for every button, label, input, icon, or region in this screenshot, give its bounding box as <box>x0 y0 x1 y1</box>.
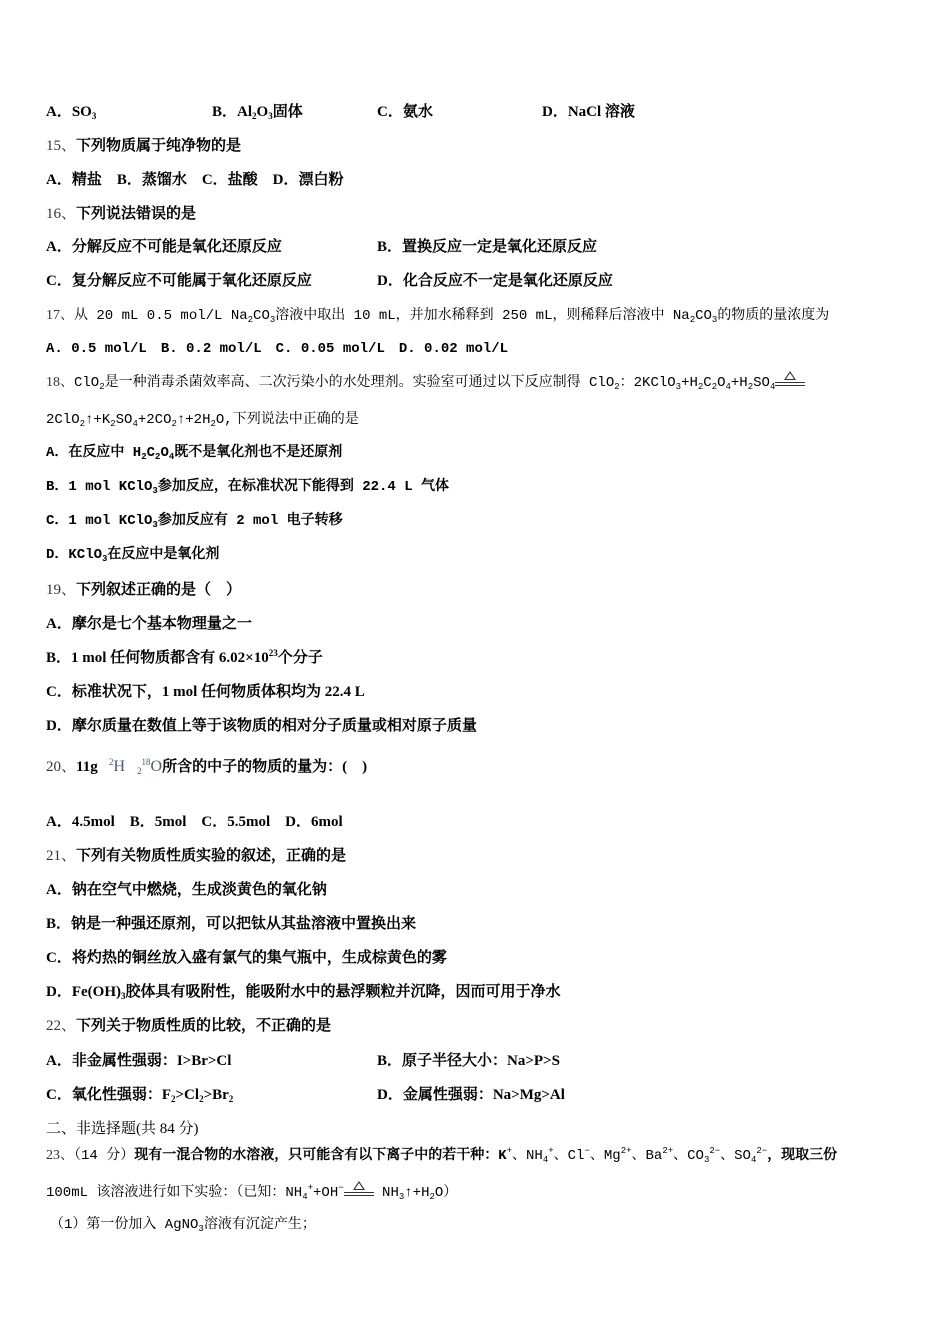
section-title-non-multiple-choice: 二、非选择题(共 84 分) <box>46 1121 199 1137</box>
q18-stem-line1: 18、ClO$_2$是一种消毒杀菌效率高、二次污染小的水处理剂。实验室可通过以下反应制得 ClO$_2$：$2KClO_3+H_2C_2O_4+H_2SO_4$ <box>46 373 805 393</box>
q14-option-d: D．NaCl 溶液 <box>542 104 635 120</box>
q14-option-a: A．$SO_3$ <box>46 104 97 121</box>
q22-option-c: C．氧化性强弱：$F_2>Cl_2>Br_2$ <box>46 1087 234 1104</box>
q18-option-b: B．1 mol KClO$_3$参加反应，在标准状况下能得到 22.4 L 气体 <box>46 479 450 496</box>
q16-option-b: B．置换反应一定是氧化还原反应 <box>377 239 598 255</box>
q23-stem-line2: 100mL 该溶液进行如下实验：（已知：$NH_4^++OH^-$ $NH_3↑+H_2O$） <box>46 1183 458 1202</box>
q17-stem: 17、从 20 mL 0.5 mol/L $Na_2CO_3$溶液中取出 10 mL，并加水稀释到 250 mL，则稀释后溶液中 $Na_2CO_3$的物质的量浓度为 <box>46 308 830 325</box>
q16-stem: 16、下列说法错误的是 <box>46 206 197 222</box>
q22-stem: 22、下列关于物质性质的比较，不正确的是 <box>46 1018 332 1034</box>
q21-option-b: B．钠是一种强还原剂，可以把钛从其盐溶液中置换出来 <box>46 916 417 932</box>
q18-option-c: C．1 mol KClO$_3$参加反应有 2 mol 电子转移 <box>46 513 343 530</box>
q16-option-c: C．复分解反应不可能属于氧化还原反应 <box>46 273 312 289</box>
q22-option-b: B．原子半径大小：Na>P>S <box>377 1053 560 1069</box>
q23-step-1: （1）第一份加入 AgNO$_3$溶液有沉淀产生； <box>50 1217 316 1234</box>
q18-stem-line2: $2ClO_2↑+K_2SO_4+2CO_2↑+2H_2O$,下列说法中正确的是 <box>46 412 359 429</box>
q23-stem-line1: 23、（14 分）现有一混合物的水溶液，只可能含有以下离子中的若干种：K+、$NH_4^+$、Cl−、$Mg^{2+}$、$Ba^{2+}$、$CO_3^{2-}$、$SO_4^{2-}$，现取三份 <box>46 1146 838 1165</box>
heating-condition-icon <box>344 1185 374 1199</box>
q20-stem: 20、11g $^2$H $_2^{18}$O所含的中子的物质的量为：( ) <box>46 757 368 776</box>
q19-stem: 19、下列叙述正确的是（ ） <box>46 582 242 598</box>
q18-option-a: A．在反应中 $H_2C_2O_4$既不是氧化剂也不是还原剂 <box>46 445 343 462</box>
q16-option-d: D．化合反应不一定是氧化还原反应 <box>377 273 613 289</box>
q21-option-c: C．将灼热的铜丝放入盛有氯气的集气瓶中，生成棕黄色的雾 <box>46 950 447 966</box>
q22-option-d: D．金属性强弱：Na>Mg>Al <box>377 1087 565 1103</box>
q15-stem: 15、下列物质属于纯净物的是 <box>46 138 242 154</box>
q22-option-a: A．非金属性强弱：I>Br>Cl <box>46 1053 232 1069</box>
q16-option-a: A．分解反应不可能是氧化还原反应 <box>46 239 282 255</box>
q14-option-b: B．$Al_2O_3$固体 <box>212 104 303 121</box>
q21-stem: 21、下列有关物质性质实验的叙述，正确的是 <box>46 848 347 864</box>
q21-option-a: A．钠在空气中燃烧，生成淡黄色的氧化钠 <box>46 882 327 898</box>
deuterium-oxygen18-water-formula: $^2$H $_2^{18}$O <box>108 757 163 776</box>
q18-option-d: D．KClO$_3$在反应中是氧化剂 <box>46 547 220 564</box>
q21-option-d: D．$Fe(OH)_3$胶体具有吸附性，能吸附水中的悬浮颗粒并沉降，因而可用于净水 <box>46 984 561 1001</box>
q19-option-c: C．标准状况下，1 mol 任何物质体积均为 22.4 L <box>46 684 365 700</box>
q15-options: A．精盐 B．蒸馏水 C．盐酸 D．漂白粉 <box>46 172 344 188</box>
q20-options: A．4.5mol B．5mol C．5.5mol D．6mol <box>46 814 343 830</box>
q14-option-c: C．氨水 <box>377 104 433 120</box>
q19-option-b: B．1 mol 任何物质都含有 $6.02\times 10^{23}$个分子 <box>46 648 323 666</box>
q19-option-d: D．摩尔质量在数值上等于该物质的相对分子质量或相对原子质量 <box>46 718 477 734</box>
heating-condition-icon <box>775 375 805 389</box>
q19-option-a: A．摩尔是七个基本物理量之一 <box>46 616 252 632</box>
q17-options: A. 0.5 mol/L B. 0.2 mol/L C. 0.05 mol/L D. 0.02 mol/L <box>46 341 509 357</box>
